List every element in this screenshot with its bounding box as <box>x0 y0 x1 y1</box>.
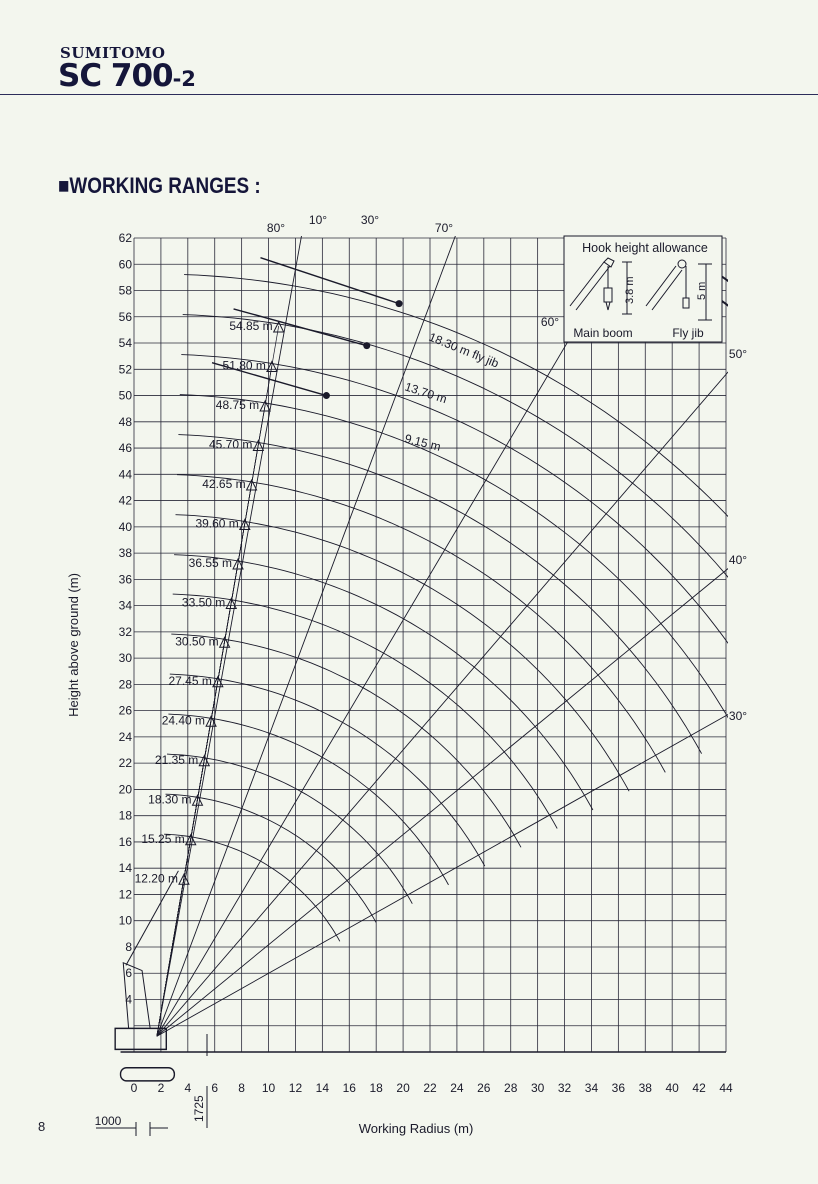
offset-angle-label: 10° <box>308 213 328 227</box>
boom-length-label: 18.30 m <box>148 792 192 807</box>
inset-title: Hook height allowance <box>582 241 708 255</box>
y-tick-label: 26 <box>118 703 132 718</box>
x-tick-label: 18 <box>369 1081 383 1095</box>
hook-height-inset <box>564 236 722 342</box>
x-tick-label: 0 <box>130 1081 138 1095</box>
y-tick-label: 52 <box>118 362 132 377</box>
y-tick-label: 54 <box>118 336 132 351</box>
angle-label: 60° <box>540 315 560 329</box>
x-tick-label: 24 <box>450 1081 464 1095</box>
y-tick-label: 8 <box>125 939 132 954</box>
y-tick-label: 34 <box>118 598 132 613</box>
boom-length-label: 48.75 m <box>215 397 260 412</box>
y-tick-label: 30 <box>118 651 132 666</box>
x-tick-label: 12 <box>288 1081 303 1095</box>
y-tick-label: 42 <box>118 493 132 508</box>
boom-length-label: 39.60 m <box>195 516 239 531</box>
model-suffix: -2 <box>172 67 196 91</box>
angle-label: 80° <box>266 221 286 235</box>
x-tick-label: 28 <box>504 1081 518 1095</box>
x-tick-label: 22 <box>423 1081 437 1095</box>
jib-length-label: 9.15 m <box>403 431 443 454</box>
x-tick-label: 44 <box>719 1081 733 1095</box>
model-number: SC 700 <box>58 58 173 94</box>
x-tick-label: 2 <box>157 1081 165 1095</box>
y-tick-label: 32 <box>118 624 132 639</box>
boom-length-label: 45.70 m <box>208 437 253 452</box>
y-tick-label: 22 <box>118 756 132 771</box>
y-tick-label: 56 <box>118 309 132 324</box>
jib-envelope <box>417 153 818 577</box>
x-tick-label: 4 <box>184 1081 192 1095</box>
y-tick-label: 60 <box>118 257 132 272</box>
y-tick-label: 16 <box>118 834 132 849</box>
y-axis-label: Height above ground (m) <box>66 573 81 717</box>
radius-arc <box>181 275 818 679</box>
y-tick-label: 18 <box>118 808 132 823</box>
jib-length-label: 13.70 m <box>403 379 449 407</box>
boom-length-label: 30.50 m <box>175 634 219 649</box>
x-tick-label: 40 <box>665 1081 679 1095</box>
y-tick-label: 4 <box>125 992 132 1007</box>
main-boom-inset-label: Main boom <box>573 326 633 340</box>
fly-jib-allowance-value: 5 m <box>696 281 708 300</box>
brand-name: SUMITOMO <box>60 44 166 62</box>
page-number: 8 <box>38 1119 46 1134</box>
x-tick-label: 6 <box>211 1081 219 1095</box>
jib-tip <box>363 342 370 349</box>
x-tick-label: 8 <box>238 1081 245 1095</box>
angle-label: 40° <box>728 553 748 567</box>
x-tick-label: 36 <box>611 1081 626 1095</box>
boom-length-label: 15.25 m <box>141 831 185 846</box>
x-tick-label: 32 <box>557 1081 572 1095</box>
x-tick-label: 42 <box>692 1081 706 1095</box>
main-boom-allowance-value: 3.8 m <box>624 276 636 304</box>
y-tick-label: 48 <box>118 414 132 429</box>
x-tick-label: 30 <box>530 1081 545 1095</box>
boom-length-label: 54.85 m <box>229 318 273 333</box>
jib-tip <box>396 300 403 307</box>
x-tick-label: 14 <box>315 1081 330 1095</box>
boom-length-label: 33.50 m <box>181 595 226 610</box>
y-tick-label: 20 <box>118 782 132 797</box>
y-tick-label: 28 <box>118 677 132 692</box>
x-axis-label: Working Radius (m) <box>358 1121 474 1136</box>
y-tick-label: 6 <box>125 966 132 981</box>
boom-length-label: 12.20 m <box>134 871 178 886</box>
x-tick-label: 20 <box>396 1081 410 1095</box>
y-tick-label: 12 <box>118 887 132 902</box>
boom-length-label: 21.35 m <box>154 752 199 767</box>
x-tick-label: 38 <box>638 1081 652 1095</box>
y-tick-label: 36 <box>118 572 132 587</box>
boom-length-label: 51.80 m <box>222 358 266 373</box>
crane-crawler <box>121 1068 175 1081</box>
fly-jib-inset-label: Fly jib <box>672 326 704 340</box>
y-tick-label: 62 <box>118 231 132 245</box>
y-tick-label: 58 <box>118 283 132 298</box>
offset-angle-label: 30° <box>360 213 380 227</box>
angle-label: 50° <box>728 347 748 361</box>
y-tick-label: 10 <box>118 913 132 928</box>
y-tick-label: 46 <box>118 441 132 456</box>
y-tick-label: 50 <box>118 388 132 403</box>
angle-label: 30° <box>728 709 748 723</box>
x-tick-label: 26 <box>477 1081 491 1095</box>
jib-tip <box>323 392 330 399</box>
boom-length-label: 24.40 m <box>161 713 206 728</box>
section-title: ■WORKING RANGES : <box>58 173 261 198</box>
y-tick-label: 24 <box>118 729 132 744</box>
y-tick-label: 44 <box>118 467 132 482</box>
y-tick-label: 38 <box>118 546 132 561</box>
x-tick-label: 16 <box>342 1081 356 1095</box>
jib-length-label: 18.30 m fly jib <box>426 329 501 371</box>
boom-length-label: 42.65 m <box>202 476 246 491</box>
dimension-1725: 1725 <box>192 1095 206 1122</box>
x-tick-label: 34 <box>584 1081 599 1095</box>
y-tick-label: 14 <box>118 861 132 876</box>
boom-length-label: 36.55 m <box>188 555 233 570</box>
boom-length-label: 27.45 m <box>168 673 212 688</box>
angle-label: 70° <box>434 221 454 235</box>
dimension-1000: 1000 <box>94 1114 122 1128</box>
x-tick-label: 10 <box>261 1081 276 1095</box>
y-tick-label: 40 <box>118 519 132 534</box>
